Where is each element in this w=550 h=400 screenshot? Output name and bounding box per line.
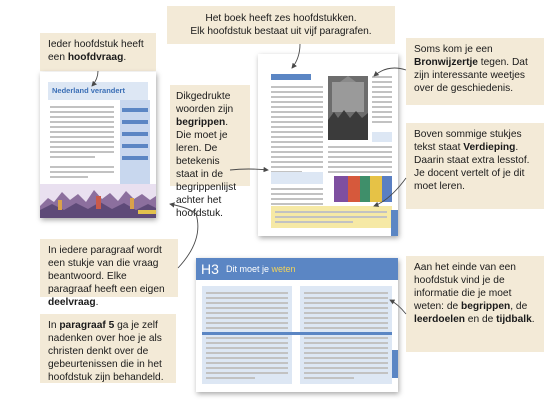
callout-einde-mid2: en de bbox=[464, 314, 497, 325]
callout-deelvraag-post: . bbox=[95, 297, 99, 308]
chapter-opener-sidebar bbox=[120, 100, 150, 184]
callout-chapters-line1: Het boek heeft zes hoofdstukken. bbox=[205, 13, 357, 24]
summary-side-tab bbox=[392, 350, 398, 378]
callout-hoofdvraag-pre: Ieder hoofdstuk heeft een bbox=[48, 39, 144, 63]
spread-side-tab bbox=[391, 210, 398, 236]
callout-begrippen-term: begrippen bbox=[176, 117, 226, 128]
chapter-opener-sidebar-stripe bbox=[122, 144, 148, 148]
callout-einde-post: . bbox=[531, 314, 535, 325]
chapter-opener-sidebar-stripe bbox=[122, 108, 148, 112]
chapter-opener-sidebar-stripe bbox=[122, 156, 148, 160]
callout-paragraaf5-pre: In bbox=[48, 320, 60, 331]
chapter-opener-intro-text-2 bbox=[50, 166, 114, 181]
chapter-opener-title: Nederland verandert bbox=[52, 86, 125, 95]
summary-left-lines bbox=[206, 292, 288, 382]
callout-bronwijzertje bbox=[406, 38, 544, 105]
paragraph-spread-page bbox=[258, 54, 398, 236]
callout-bronwijzertje-term: Bronwijzertje bbox=[414, 57, 478, 68]
chapter-opener-sidebar-stripe bbox=[122, 120, 148, 124]
spread-historic-photo bbox=[328, 76, 368, 140]
summary-divider bbox=[202, 332, 392, 335]
callout-begrippen-post: . Die moet je leren. De betekenis staat in de begrippenlijst achter het hoofdstuk. bbox=[176, 117, 237, 219]
callout-einde-mid1: , de bbox=[510, 301, 528, 312]
chapter-opener-page bbox=[40, 72, 156, 218]
callout-verdieping-pre: Boven sommige stukjes tekst staat bbox=[414, 129, 522, 153]
callout-deelvraag bbox=[40, 239, 178, 308]
spread-verdieping-text bbox=[275, 211, 387, 226]
chapter-opener-header bbox=[48, 82, 148, 100]
chapter-opener-accent bbox=[138, 210, 156, 214]
spread-column-text-3 bbox=[372, 76, 392, 126]
chapter-opener-intro-text bbox=[50, 106, 114, 161]
spread-heading-bar bbox=[271, 74, 311, 80]
callout-verdieping-post: . Daarin staat extra lesstof. Je docent vertelt of je dit moet leren. bbox=[414, 142, 530, 192]
spread-colorful-image bbox=[334, 176, 392, 202]
summary-right-lines bbox=[304, 292, 388, 382]
callout-verdieping-term: Verdieping bbox=[463, 142, 516, 153]
callout-chapters bbox=[167, 6, 395, 44]
callout-einde-leerdoelen: leerdoelen bbox=[414, 314, 465, 325]
spread-bronwijzer-box bbox=[372, 132, 392, 142]
summary-title bbox=[226, 264, 296, 274]
callout-hoofdvraag bbox=[40, 33, 156, 71]
spread-column-text-4 bbox=[328, 146, 392, 176]
callout-einde bbox=[406, 256, 544, 352]
callout-paragraaf5 bbox=[40, 314, 176, 383]
summary-spread-page bbox=[196, 258, 398, 392]
callout-paragraaf5-post: ga je zelf nadenken over hoe je als christen denkt over de gebeurtenissen die in het hoofdstuk zijn behandeld. bbox=[48, 320, 164, 383]
summary-title-accent: weten bbox=[271, 264, 296, 274]
callout-einde-begrippen: begrippen bbox=[461, 301, 511, 312]
chapter-opener-sidebar-stripe bbox=[122, 132, 148, 136]
callout-deelvraag-pre: In iedere paragraaf wordt een stukje van die vraag beantwoord. Elke paragraaf heeft een eigen bbox=[48, 245, 165, 295]
spread-column-text bbox=[271, 86, 323, 176]
callout-hoofdvraag-post: . bbox=[123, 52, 127, 63]
summary-badge: H3 bbox=[201, 261, 219, 277]
summary-title-pre: Dit moet je bbox=[226, 264, 272, 274]
summary-header bbox=[196, 258, 398, 280]
callout-einde-tijdbalk: tijdbalk bbox=[496, 314, 532, 325]
callout-begrippen-pre: Dikgedrukte woorden zijn bbox=[176, 91, 234, 115]
callout-bronwijzertje-pre: Soms kom je een bbox=[414, 44, 493, 55]
callout-hoofdvraag-term: hoofdvraag bbox=[67, 52, 124, 63]
spread-question-box bbox=[271, 172, 323, 184]
callout-begrippen bbox=[170, 85, 250, 219]
callout-chapters-line2: Elk hoofdstuk bestaat uit vijf paragrafen. bbox=[190, 26, 372, 37]
callout-verdieping bbox=[406, 123, 544, 209]
callout-deelvraag-term: deelvraag bbox=[48, 297, 96, 308]
callout-bronwijzertje-post: tegen. Dat zijn interessante weetjes over de geschiedenis. bbox=[414, 57, 528, 94]
callout-paragraaf5-term: paragraaf 5 bbox=[59, 320, 115, 331]
callout-einde-pre: Aan het einde van een hoofdstuk vind je de informatie die je moet weten: de bbox=[414, 262, 516, 312]
